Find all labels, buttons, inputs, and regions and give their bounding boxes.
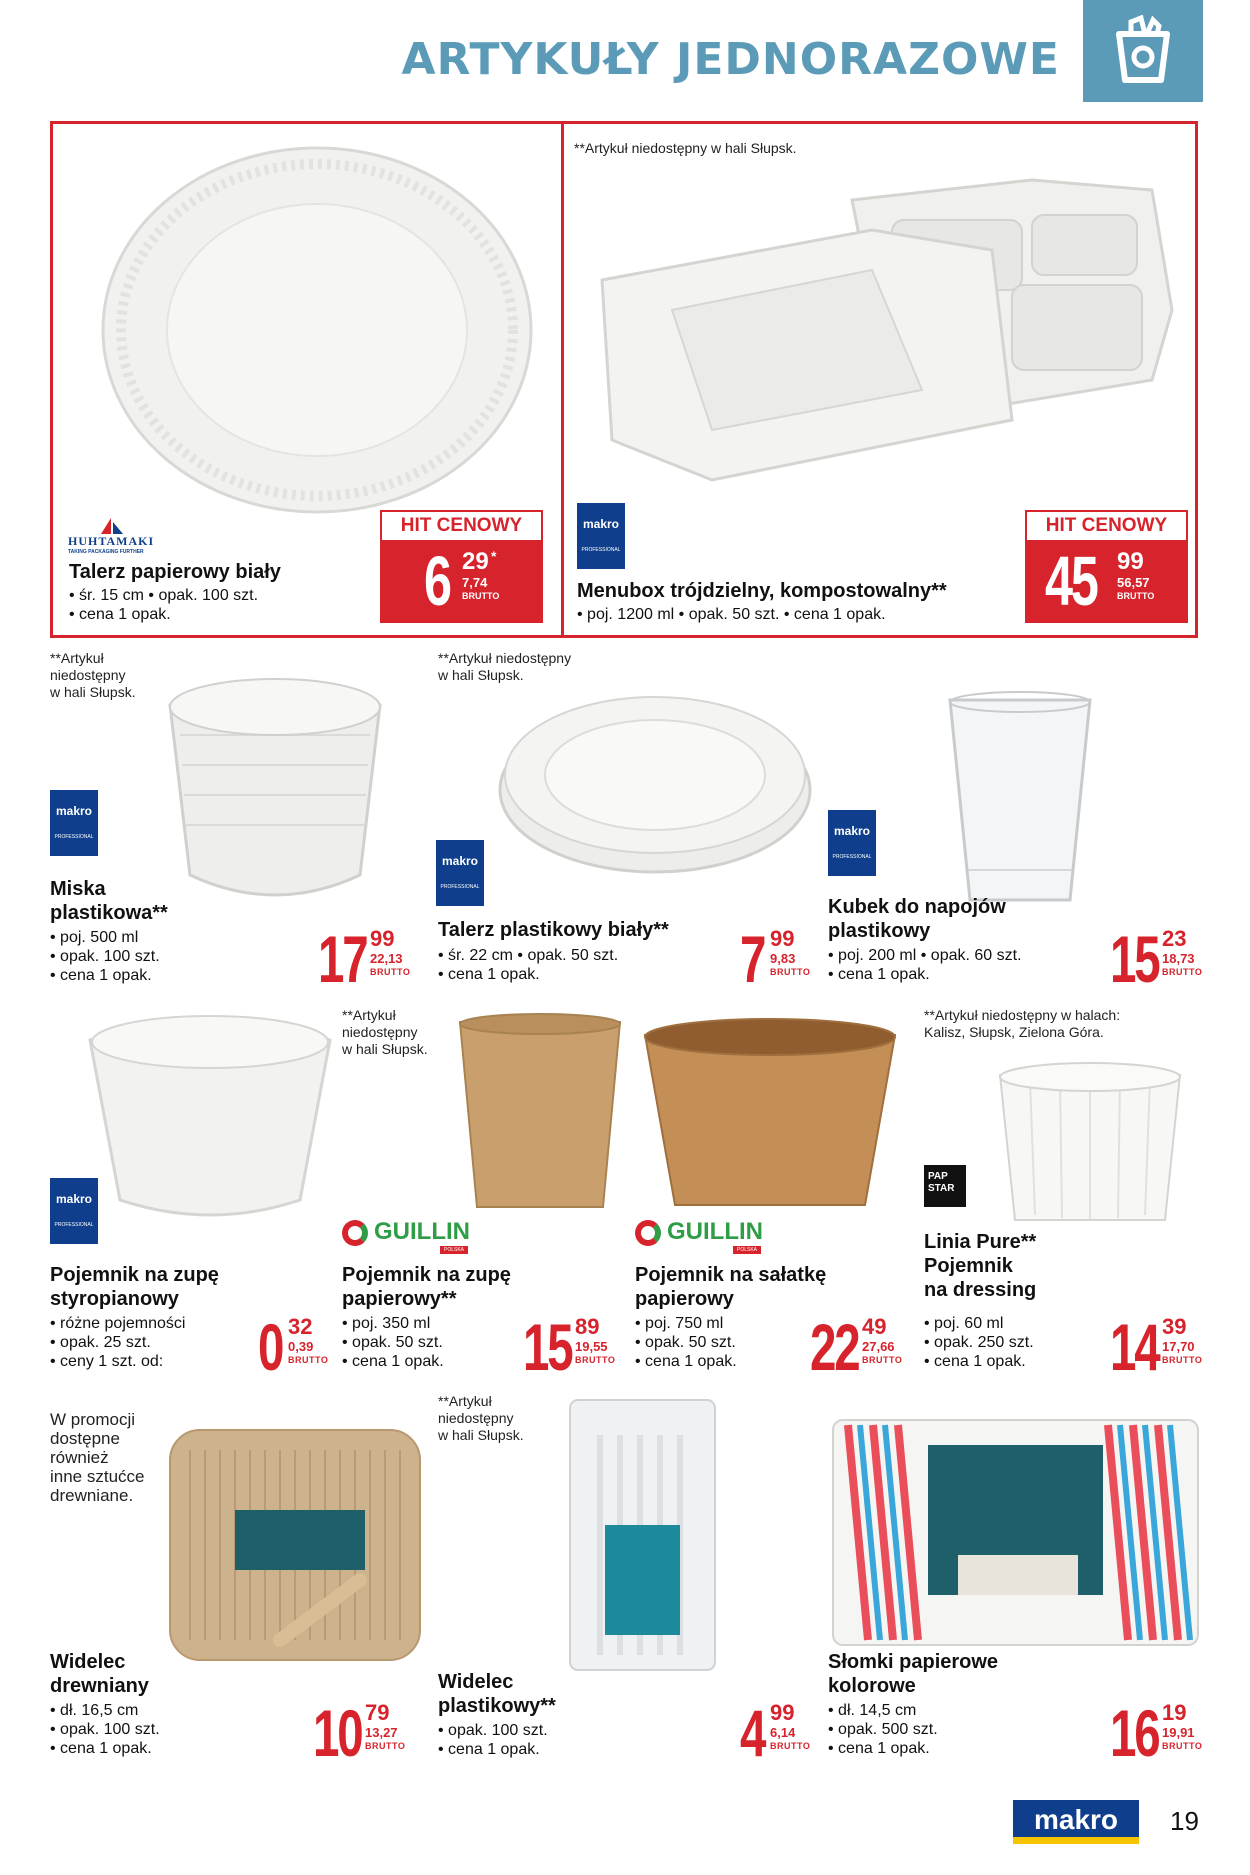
price-gross: 7,74 (462, 575, 488, 590)
price-whole: 15 (523, 1310, 572, 1384)
price-gross: 9,83 (770, 951, 796, 966)
paper-straws-pack-image (828, 1415, 1203, 1650)
price-whole: 45 (1045, 542, 1097, 620)
price-gross: 18,73 (1162, 951, 1195, 966)
price-brutto-label: BRUTTO (770, 967, 811, 977)
price-tag-linia-pure (1110, 1310, 1210, 1384)
price-gross: 27,66 (862, 1339, 895, 1354)
makro-professional-badge: makro PROFESSIONAL (436, 840, 484, 906)
price-tag-pojemnik-zupa-styro (258, 1310, 338, 1384)
wooden-forks-pack-image (160, 1410, 430, 1670)
price-gross: 19,91 (1162, 1725, 1195, 1740)
price-gross: 13,27 (365, 1725, 398, 1740)
price-gross: 6,14 (770, 1725, 796, 1740)
price-brutto-label: BRUTTO (462, 591, 500, 601)
price-brutto-label: BRUTTO (1162, 1355, 1203, 1365)
makro-professional-badge: makro PROFESSIONAL (828, 810, 876, 876)
price-tag-pojemnik-salatka (810, 1310, 910, 1384)
price-tag-kubek (1110, 922, 1210, 996)
price-cents: 39 (1162, 1314, 1187, 1339)
guillin-logo: GUILLIN POLSKA (635, 1218, 775, 1248)
price-cents: 32 (288, 1314, 313, 1339)
price-brutto-label: BRUTTO (365, 1741, 406, 1751)
plastic-bowl-image (150, 665, 400, 925)
product-specs-pojemnik-zupa-papier: • poj. 350 ml • opak. 50 szt. • cena 1 opak. (342, 1315, 444, 1370)
page-header (0, 0, 1250, 102)
huhtamaki-sail-icon (99, 518, 125, 534)
product-specs-kubek: • poj. 200 ml • opak. 60 szt. • cena 1 opak. (828, 947, 1022, 983)
product-title-pojemnik-salatka: Pojemnik na sałatkę papierowy (635, 1264, 827, 1310)
price-tag-miska (318, 922, 418, 996)
product-specs-talerz-plastikowy: • śr. 22 cm • opak. 50 szt. • cena 1 opak. (438, 947, 619, 983)
product-title-widelec-plastikowy: Widelec plastikowy** (438, 1671, 556, 1717)
product-title-menubox: Menubox trójdzielny, kompostowalny** (577, 580, 947, 602)
menubox-image (592, 160, 1192, 500)
price-cents: 99 (770, 1700, 795, 1725)
price-whole: 10 (313, 1696, 362, 1770)
price-cents: 49 (862, 1314, 887, 1339)
product-title-pojemnik-zupa-styro: Pojemnik na zupę styropianowy (50, 1264, 219, 1310)
product-specs-widelec-plastikowy: • opak. 100 szt. • cena 1 opak. (438, 1722, 548, 1758)
huhtamaki-wordmark: HUHTAMAKI (68, 534, 155, 548)
plastic-cup-image (940, 690, 1100, 910)
guillin-g-icon (342, 1220, 368, 1246)
price-whole: 0 (258, 1310, 283, 1384)
product-title-talerz-papierowy: Talerz papierowy biały (69, 561, 281, 583)
price-cents: 89 (575, 1314, 600, 1339)
product-title-talerz-plastikowy: Talerz plastikowy biały** (438, 919, 669, 941)
product-specs-pojemnik-zupa-styro: • różne pojemności • opak. 25 szt. • ceny 1 szt. od: (50, 1315, 186, 1370)
price-asterisk: * (491, 548, 497, 564)
plastic-forks-pack-image (560, 1395, 725, 1675)
price-whole: 14 (1110, 1310, 1159, 1384)
page-title: ARTYKUŁY JEDNORAZOWE (401, 34, 1060, 85)
price-whole: 4 (740, 1696, 765, 1770)
price-brutto-label: BRUTTO (770, 1741, 811, 1751)
logo-yellow-stripe (1013, 1837, 1139, 1844)
price-gross: 0,39 (288, 1339, 314, 1354)
price-cents: 99 (1117, 548, 1144, 575)
price-tag-talerz-papierowy (380, 510, 543, 623)
paper-soup-container-image (455, 1012, 625, 1212)
price-cents: 23 (1162, 926, 1187, 951)
price-brutto-label: BRUTTO (1162, 967, 1203, 977)
price-brutto-label: BRUTTO (575, 1355, 616, 1365)
price-cents: 99 (770, 926, 795, 951)
product-specs-talerz-papierowy: • śr. 15 cm • opak. 100 szt. • cena 1 opak. (69, 587, 259, 623)
availability-note-menubox: **Artykuł niedostępny w hali Słupsk. (574, 140, 797, 156)
price-whole: 16 (1110, 1696, 1159, 1770)
product-title-slomki: Słomki papierowe kolorowe (828, 1651, 999, 1697)
product-specs-slomki: • dł. 14,5 cm • opak. 500 szt. • cena 1 opak. (828, 1702, 938, 1757)
price-brutto-label: BRUTTO (1162, 1741, 1203, 1751)
makro-professional-badge: makro PROFESSIONAL (50, 790, 98, 856)
papstar-logo: PAP STAR (924, 1165, 966, 1207)
price-cents: 99 (370, 926, 395, 951)
product-specs-pojemnik-salatka: • poj. 750 ml • opak. 50 szt. • cena 1 opak. (635, 1315, 737, 1370)
price-whole: 22 (810, 1310, 859, 1384)
page-number: 19 (1170, 1806, 1199, 1836)
price-tag-slomki (1110, 1696, 1210, 1770)
paper-plate-image (92, 140, 542, 520)
price-cents: 29 (462, 548, 489, 575)
price-tag-talerz-plastikowy (740, 922, 820, 996)
product-specs-menubox: • poj. 1200 ml • opak. 50 szt. • cena 1 opak. (577, 606, 886, 623)
styrofoam-soup-container-image (85, 1010, 335, 1220)
guillin-g-icon (635, 1220, 661, 1246)
guillin-logo: GUILLIN POLSKA (342, 1218, 482, 1248)
plastic-plate-image (495, 680, 815, 880)
hit-cenowy-label: HIT CENOWY (1025, 510, 1188, 542)
product-title-pojemnik-zupa-papier: Pojemnik na zupę papierowy** (342, 1264, 511, 1310)
price-tag-pojemnik-zupa-papier (523, 1310, 623, 1384)
huhtamaki-tagline: TAKING PACKAGING FURTHER (68, 549, 144, 555)
hit-frame-divider (561, 121, 564, 638)
paper-salad-container-image (640, 1015, 900, 1215)
price-whole: 17 (318, 922, 367, 996)
category-tab (1083, 0, 1203, 102)
availability-note-talerz-plastikowy: **Artykuł niedostępny w hali Słupsk. (438, 650, 572, 683)
hit-cenowy-label: HIT CENOWY (380, 510, 543, 542)
availability-note-pojemnik-zupa-papier: **Artykuł niedostępny w hali Słupsk. (342, 1007, 428, 1057)
pleated-dressing-cup-image (990, 1055, 1190, 1225)
product-title-linia-pure: Linia Pure** Pojemnik na dressing (924, 1231, 1037, 1301)
price-tag-widelec-plastikowy (740, 1696, 820, 1770)
availability-note-widelec-plastikowy: **Artykuł niedostępny w hali Słupsk. (438, 1393, 524, 1443)
price-brutto-label: BRUTTO (1117, 591, 1155, 601)
product-title-widelec-drewniany: Widelec drewniany (50, 1651, 149, 1697)
price-tag-widelec-drewniany (313, 1696, 413, 1770)
price-gross: 22,13 (370, 951, 403, 966)
product-specs-miska: • poj. 500 ml • opak. 100 szt. • cena 1 opak. (50, 929, 160, 984)
availability-note-linia-pure: **Artykuł niedostępny w halach: Kalisz, Słupsk, Zielona Góra. (924, 1007, 1121, 1040)
product-specs-widelec-drewniany: • dł. 16,5 cm • opak. 100 szt. • cena 1 opak. (50, 1702, 160, 1757)
price-whole: 7 (740, 922, 765, 996)
price-whole: 6 (424, 542, 450, 620)
price-brutto-label: BRUTTO (370, 967, 411, 977)
price-brutto-label: BRUTTO (288, 1355, 329, 1365)
makro-professional-badge: makro PROFESSIONAL (577, 503, 625, 569)
makro-professional-badge: makro PROFESSIONAL (50, 1178, 98, 1244)
price-whole: 15 (1110, 922, 1159, 996)
availability-note-miska: **Artykuł niedostępny w hali Słupsk. (50, 650, 136, 700)
price-cents: 79 (365, 1700, 390, 1725)
makro-footer-logo: makro (1013, 1800, 1139, 1844)
price-cents: 19 (1162, 1700, 1187, 1725)
promo-note-widelec-drewniany: W promocji dostępne również inne sztućce drewniane. (50, 1410, 145, 1505)
product-specs-linia-pure: • poj. 60 ml • opak. 250 szt. • cena 1 opak. (924, 1315, 1034, 1370)
price-tag-menubox (1025, 510, 1188, 623)
product-title-kubek: Kubek do napojów plastikowy (828, 896, 1006, 942)
price-brutto-label: BRUTTO (862, 1355, 903, 1365)
product-title-miska: Miska plastikowa** (50, 878, 168, 924)
price-gross: 17,70 (1162, 1339, 1195, 1354)
price-gross: 19,55 (575, 1339, 608, 1354)
price-gross: 56,57 (1117, 575, 1150, 590)
